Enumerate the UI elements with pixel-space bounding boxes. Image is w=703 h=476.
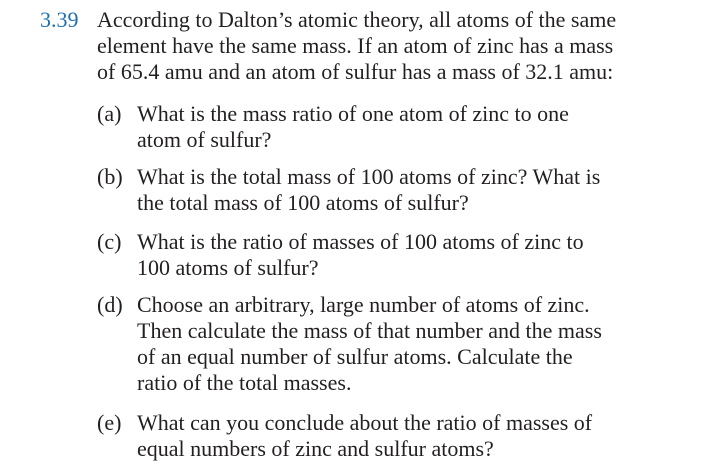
part-d-line: ratio of the total masses. xyxy=(137,370,352,395)
part-e-line: What can you conclude about the ratio of masses of xyxy=(137,410,593,435)
part-e-label: (e) xyxy=(97,410,122,435)
part-a-label: (a) xyxy=(97,101,122,126)
part-d-line: Choose an arbitrary, large number of atoms of zinc. xyxy=(137,292,590,317)
part-c-line: What is the ratio of masses of 100 atoms of zinc to xyxy=(137,229,584,254)
part-c-label: (c) xyxy=(97,229,122,254)
part-b-line: the total mass of 100 atoms of sulfur? xyxy=(137,190,469,215)
part-e-text xyxy=(137,410,657,462)
part-a-text xyxy=(137,101,657,153)
part-b-line: What is the total mass of 100 atoms of zinc? What is xyxy=(137,164,601,189)
part-b-label: (b) xyxy=(97,164,123,189)
problem-number: 3.39 xyxy=(40,7,79,32)
stem-line: of 65.4 amu and an atom of sulfur has a mass of 32.1 amu: xyxy=(97,59,614,84)
part-e-line: equal numbers of zinc and sulfur atoms? xyxy=(137,436,494,461)
part-a-line: atom of sulfur? xyxy=(137,127,272,152)
part-d-line: of an equal number of sulfur atoms. Calculate the xyxy=(137,344,573,369)
stem-line: element have the same mass. If an atom of zinc has a mass xyxy=(97,33,614,58)
problem-stem xyxy=(97,7,657,85)
part-d-line: Then calculate the mass of that number and the mass xyxy=(137,318,602,343)
part-c-text xyxy=(137,229,657,281)
part-c-line: 100 atoms of sulfur? xyxy=(137,255,319,280)
part-d-label: (d) xyxy=(97,292,123,317)
part-d-text xyxy=(137,292,657,396)
part-a-line: What is the mass ratio of one atom of zinc to one xyxy=(137,101,569,126)
stem-line: According to Dalton’s atomic theory, all atoms of the same xyxy=(97,7,617,32)
part-b-text xyxy=(137,164,657,216)
